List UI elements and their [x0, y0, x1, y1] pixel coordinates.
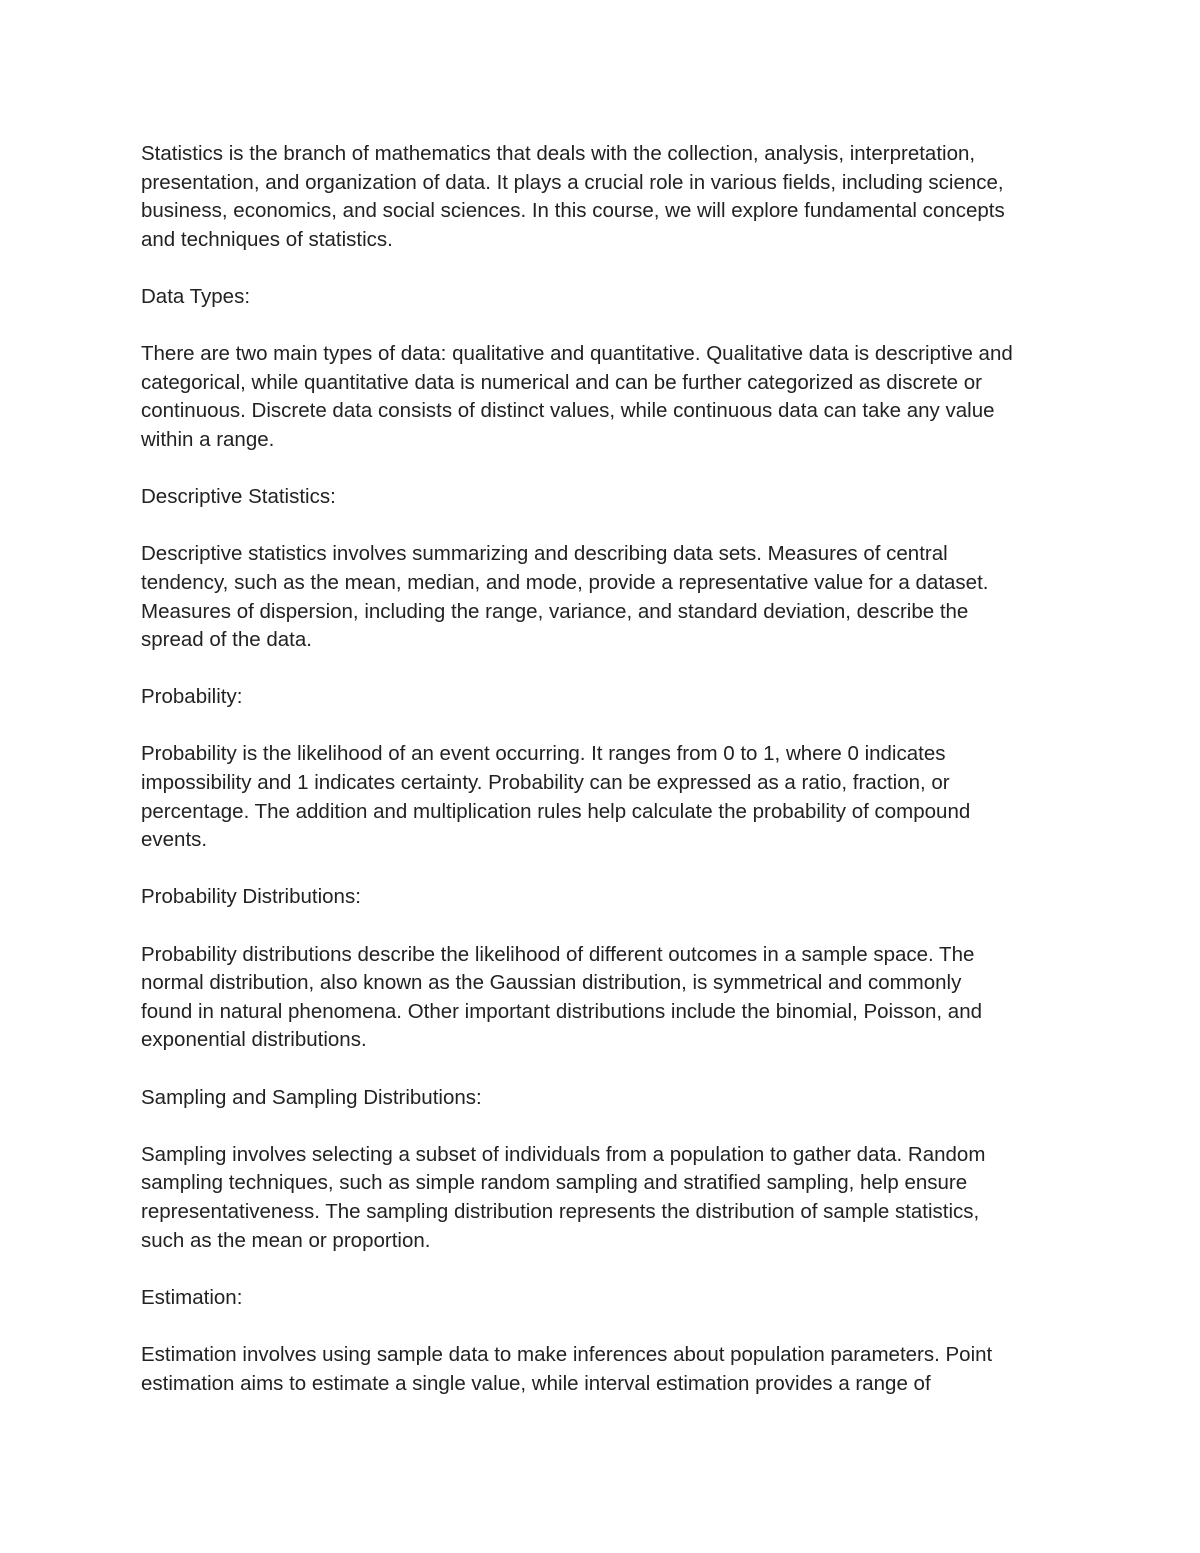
section-heading-estimation: Estimation: — [141, 1285, 243, 1309]
section-body-data-types: There are two main types of data: qualitative and quantitative. Qualitative data is descriptive and categorical, while quantitative data is numerical and can be further categorized as discrete or continuous. Discrete data consists of distinct values, while continuous data can take any value within a range. — [141, 342, 1013, 451]
section-heading-probability: Probability: — [141, 685, 243, 709]
document-body — [141, 140, 1081, 1427]
section-heading-data-types: Data Types: — [141, 284, 251, 308]
intro-paragraph: Statistics is the branch of mathematics that deals with the collection, analysis, interpretation, presentation, and organization of data. It plays a crucial role in various fields, including science, business, economics, and social sciences. In this course, we will explore fundamental concepts and techniques of statistics. — [141, 142, 1005, 251]
section-body-estimation: Estimation involves using sample data to make inferences about population parameters. Point estimation aims to estimate a single value, while interval estimation provides a range of — [141, 1342, 993, 1395]
section-heading-descriptive-statistics: Descriptive Statistics: — [141, 485, 336, 509]
section-body-probability-distributions: Probability distributions describe the likelihood of different outcomes in a sample space. The normal distribution, also known as the Gaussian distribution, is symmetrical and commonly found in natural phenomena. Other important distributions include the binomial, Poisson, and exponential distributions. — [141, 942, 983, 1052]
section-body-sampling: Sampling involves selecting a subset of individuals from a population to gather data. Random sampling techniques, such as simple random sampling and stratified sampling, help ensure representativeness. The sampling distribution represents the distribution of sample statistics, such as the mean or proportion. — [141, 1142, 986, 1252]
section-body-descriptive-statistics: Descriptive statistics involves summarizing and describing data sets. Measures of central tendency, such as the mean, median, and mode, provide a representative value for a dataset. Measures of dispersion, including the range, variance, and standard deviation, describe the spread of the data. — [141, 542, 989, 652]
section-body-probability: Probability is the likelihood of an event occurring. It ranges from 0 to 1, where 0 indicates impossibility and 1 indicates certainty. Probability can be expressed as a ratio, fraction, or percentage. The addition and multiplication rules help calculate the probability of compound events. — [141, 742, 971, 852]
section-heading-sampling: Sampling and Sampling Distributions: — [141, 1085, 482, 1109]
section-heading-probability-distributions: Probability Distributions: — [141, 885, 361, 909]
